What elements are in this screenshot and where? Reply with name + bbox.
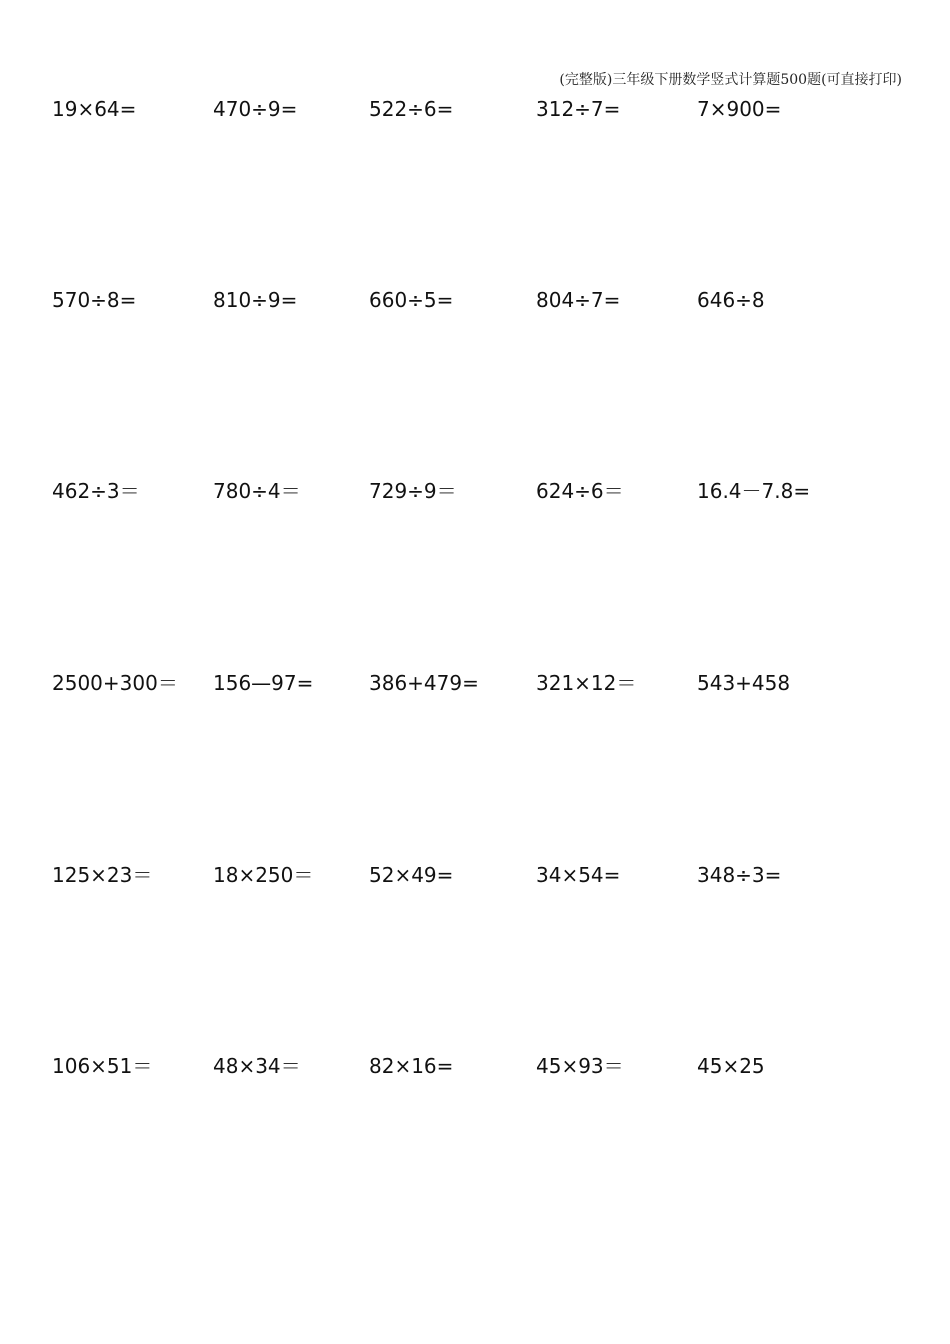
problem: 646÷8 (697, 288, 765, 312)
problem: 570÷8= (52, 288, 137, 312)
problem: 386+479= (369, 671, 479, 695)
problem-row-6 (0, 1052, 950, 1092)
problem: 624÷6＝ (536, 479, 624, 503)
problem-row-2 (0, 286, 950, 326)
problem: 125×23＝ (52, 863, 153, 887)
problem: 19×64= (52, 97, 137, 121)
problem: 470÷9= (213, 97, 298, 121)
problem: 2500+300＝ (52, 671, 178, 695)
problem: 52×49= (369, 863, 454, 887)
problem-row-4 (0, 669, 950, 709)
problem: 660÷5= (369, 288, 454, 312)
problem: 810÷9= (213, 288, 298, 312)
problem: 7×900= (697, 97, 782, 121)
problem: 543+458 (697, 671, 791, 695)
problem: 804÷7= (536, 288, 621, 312)
problem: 462÷3＝ (52, 479, 140, 503)
page-header-title: (完整版)三年级下册数学竖式计算题500题(可直接打印) (559, 72, 902, 88)
problem: 82×16= (369, 1054, 454, 1078)
problem-row-1 (0, 95, 950, 135)
problem-row-3 (0, 477, 950, 517)
problem: 45×93＝ (536, 1054, 624, 1078)
problem: 729÷9＝ (369, 479, 457, 503)
problem: 45×25 (697, 1054, 765, 1078)
problem: 48×34＝ (213, 1054, 301, 1078)
problem-row-5 (0, 861, 950, 901)
problem: 18×250＝ (213, 863, 314, 887)
problem: 321×12＝ (536, 671, 637, 695)
problem: 156—97= (213, 671, 314, 695)
problem: 106×51＝ (52, 1054, 153, 1078)
problem: 34×54= (536, 863, 621, 887)
problem: 522÷6= (369, 97, 454, 121)
problem: 348÷3= (697, 863, 782, 887)
problem: 16.4－7.8= (697, 479, 811, 503)
problem: 312÷7= (536, 97, 621, 121)
problem: 780÷4＝ (213, 479, 301, 503)
